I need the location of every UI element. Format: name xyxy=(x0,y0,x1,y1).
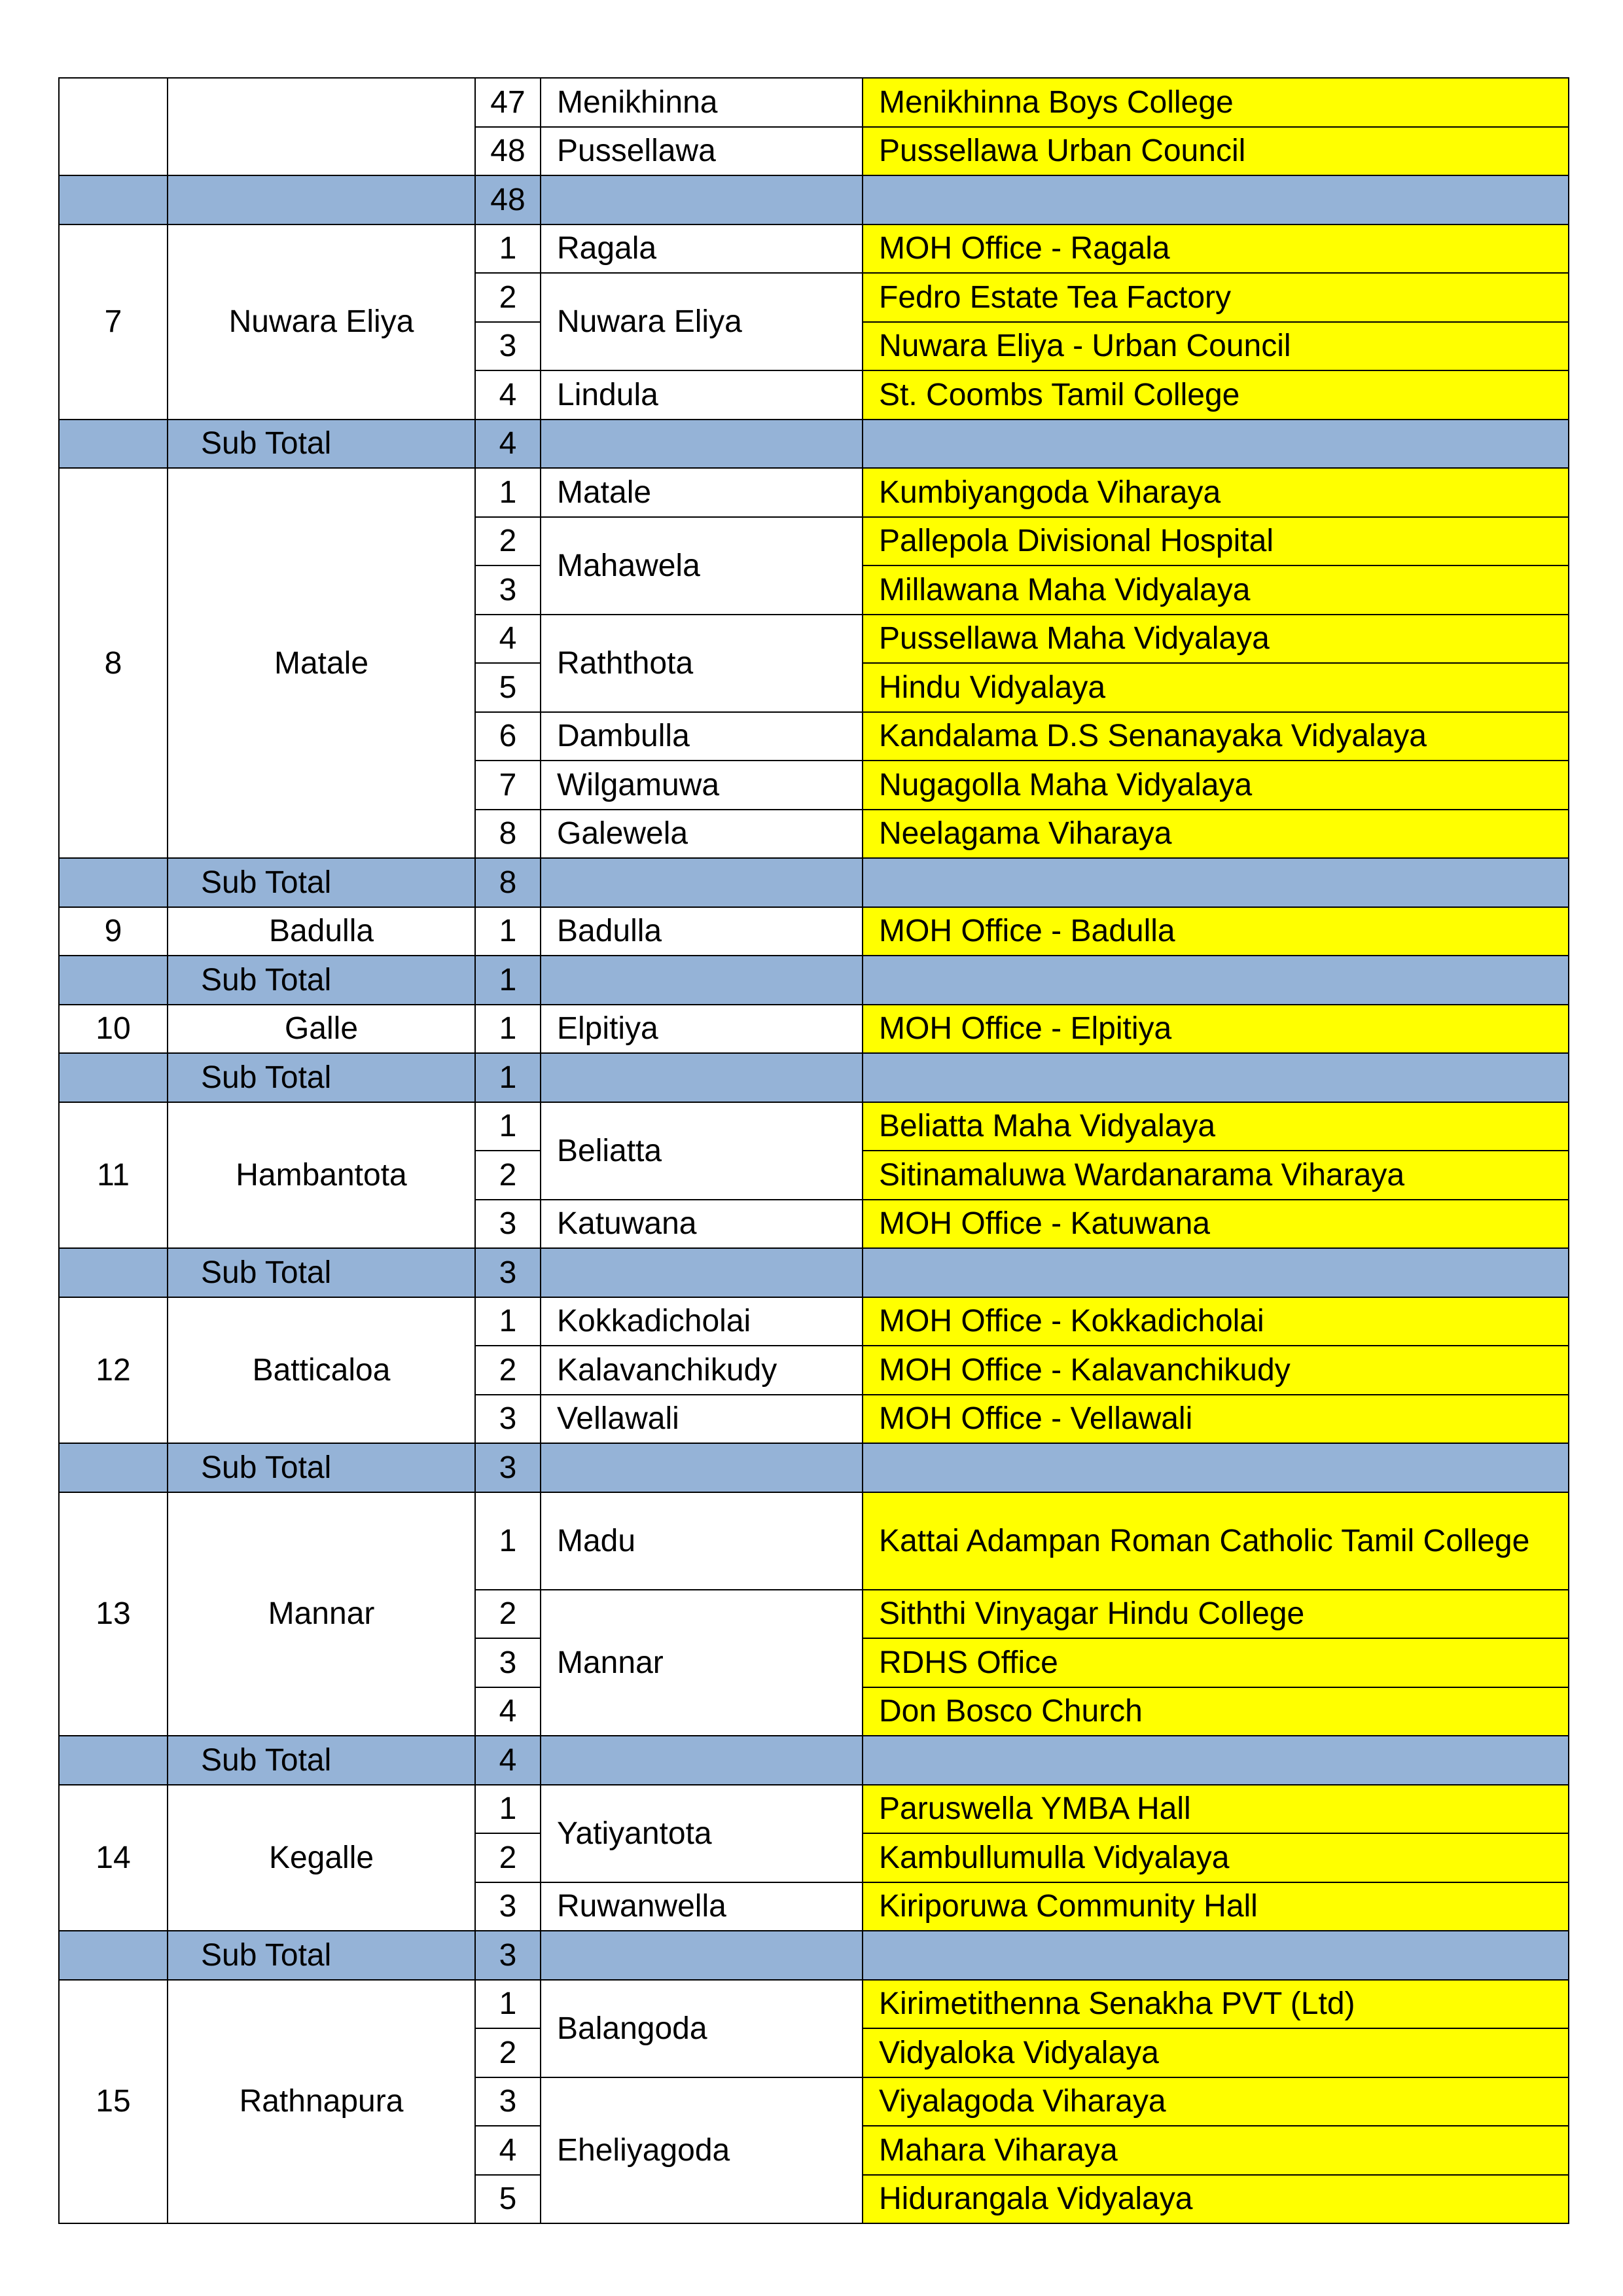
table-row xyxy=(59,78,1569,127)
centre-site-cell: Fedro Estate Tea Factory xyxy=(863,273,1569,322)
subtotal-row xyxy=(59,1736,1569,1785)
centre-site-cell: Paruswella YMBA Hall xyxy=(863,1785,1569,1834)
table-row xyxy=(59,224,1569,274)
moh-area-cell: Raththota xyxy=(541,615,863,712)
moh-area-cell: Yatiyantota xyxy=(541,1785,863,1882)
moh-area-cell: Nuwara Eliya xyxy=(541,273,863,370)
centre-site-cell: Pallepola Divisional Hospital xyxy=(863,517,1569,566)
district-name-cell: Mannar xyxy=(168,1492,475,1736)
centre-number-cell: 1 xyxy=(475,1980,541,2029)
subtotal-value: 4 xyxy=(475,1736,541,1785)
centre-number-cell: 3 xyxy=(475,565,541,615)
moh-area-cell: Kalavanchikudy xyxy=(541,1346,863,1395)
centre-number-cell: 3 xyxy=(475,1200,541,1249)
centre-number-cell: 1 xyxy=(475,1102,541,1151)
centre-number-cell: 3 xyxy=(475,1882,541,1931)
moh-area-cell: Beliatta xyxy=(541,1102,863,1200)
district-number-cell: 8 xyxy=(59,468,168,858)
centre-site-cell: Mahara Viharaya xyxy=(863,2126,1569,2175)
subtotal-value: 1 xyxy=(475,956,541,1005)
centre-number-cell: 2 xyxy=(475,273,541,322)
centre-site-cell: Kattai Adampan Roman Catholic Tamil College xyxy=(863,1492,1569,1590)
subtotal-label: Sub Total xyxy=(168,956,475,1005)
subtotal-label: Sub Total xyxy=(168,1443,475,1492)
centre-number-cell: 2 xyxy=(475,1833,541,1882)
centre-number-cell: 4 xyxy=(475,2126,541,2175)
district-name-cell: Badulla xyxy=(168,907,475,956)
centre-site-cell: Kirimetithenna Senakha PVT (Ltd) xyxy=(863,1980,1569,2029)
subtotal-label: Sub Total xyxy=(168,420,475,469)
subtotal-label: Sub Total xyxy=(168,1053,475,1102)
centre-number-cell: 47 xyxy=(475,78,541,127)
centre-site-cell: Kambullumulla Vidyalaya xyxy=(863,1833,1569,1882)
table-row xyxy=(59,1980,1569,2029)
centre-number-cell: 2 xyxy=(475,1151,541,1200)
moh-area-cell: Mannar xyxy=(541,1590,863,1736)
moh-area-cell: Wilgamuwa xyxy=(541,761,863,810)
district-name-cell: Matale xyxy=(168,468,475,858)
moh-area-cell: Mahawela xyxy=(541,517,863,615)
centre-site-cell: MOH Office - Kalavanchikudy xyxy=(863,1346,1569,1395)
subtotal-value: 3 xyxy=(475,1931,541,1980)
centre-number-cell: 1 xyxy=(475,1492,541,1590)
centre-number-cell: 1 xyxy=(475,1297,541,1346)
centre-number-cell: 1 xyxy=(475,907,541,956)
centre-number-cell: 2 xyxy=(475,517,541,566)
subtotal-row xyxy=(59,1053,1569,1102)
centre-site-cell: MOH Office - Katuwana xyxy=(863,1200,1569,1249)
moh-area-cell: Badulla xyxy=(541,907,863,956)
moh-area-cell: Galewela xyxy=(541,810,863,859)
centre-site-cell: Beliatta Maha Vidyalaya xyxy=(863,1102,1569,1151)
district-number-cell: 15 xyxy=(59,1980,168,2224)
centre-number-cell: 2 xyxy=(475,1590,541,1639)
district-number-cell: 14 xyxy=(59,1785,168,1931)
moh-area-cell: Ragala xyxy=(541,224,863,274)
moh-area-cell: Dambulla xyxy=(541,712,863,761)
district-name-cell: Nuwara Eliya xyxy=(168,224,475,420)
table-row xyxy=(59,1102,1569,1151)
subtotal-row xyxy=(59,420,1569,469)
moh-area-cell: Kokkadicholai xyxy=(541,1297,863,1346)
district-number-cell: 11 xyxy=(59,1102,168,1249)
centre-number-cell: 4 xyxy=(475,370,541,420)
centre-number-cell: 1 xyxy=(475,1785,541,1834)
centre-number-cell: 8 xyxy=(475,810,541,859)
moh-area-cell: Pussellawa xyxy=(541,127,863,176)
centre-site-cell: Don Bosco Church xyxy=(863,1687,1569,1736)
moh-area-cell: Matale xyxy=(541,468,863,517)
centre-site-cell: Siththi Vinyagar Hindu College xyxy=(863,1590,1569,1639)
centre-site-cell: Pussellawa Urban Council xyxy=(863,127,1569,176)
table-row xyxy=(59,1492,1569,1590)
subtotal-value: 3 xyxy=(475,1443,541,1492)
subtotal-value: 8 xyxy=(475,858,541,907)
centre-site-cell: Sitinamaluwa Wardanarama Viharaya xyxy=(863,1151,1569,1200)
district-name-cell: Kegalle xyxy=(168,1785,475,1931)
centre-site-cell: Vidyaloka Vidyalaya xyxy=(863,2028,1569,2077)
subtotal-row xyxy=(59,1443,1569,1492)
district-name-cell: Hambantota xyxy=(168,1102,475,1249)
centre-site-cell: Kiriporuwa Community Hall xyxy=(863,1882,1569,1931)
centre-site-cell: MOH Office - Kokkadicholai xyxy=(863,1297,1569,1346)
moh-area-cell: Lindula xyxy=(541,370,863,420)
table-row xyxy=(59,1005,1569,1054)
centre-site-cell: Pussellawa Maha Vidyalaya xyxy=(863,615,1569,664)
centre-site-cell: St. Coombs Tamil College xyxy=(863,370,1569,420)
district-number-cell: 10 xyxy=(59,1005,168,1054)
subtotal-label: Sub Total xyxy=(168,858,475,907)
moh-area-cell: Balangoda xyxy=(541,1980,863,2077)
centre-number-cell: 4 xyxy=(475,1687,541,1736)
centre-site-cell: Hindu Vidyalaya xyxy=(863,663,1569,712)
subtotal-value: 48 xyxy=(475,175,541,224)
district-name-cell: Galle xyxy=(168,1005,475,1054)
centre-number-cell: 5 xyxy=(475,663,541,712)
centre-number-cell: 2 xyxy=(475,2028,541,2077)
subtotal-value: 4 xyxy=(475,420,541,469)
moh-area-cell: Elpitiya xyxy=(541,1005,863,1054)
centre-site-cell: Nugagolla Maha Vidyalaya xyxy=(863,761,1569,810)
district-number-cell xyxy=(59,78,168,175)
centre-number-cell: 4 xyxy=(475,615,541,664)
subtotal-label: Sub Total xyxy=(168,1736,475,1785)
centre-site-cell: Viyalagoda Viharaya xyxy=(863,2077,1569,2126)
district-number-cell: 12 xyxy=(59,1297,168,1444)
district-number-cell: 13 xyxy=(59,1492,168,1736)
district-name-cell xyxy=(168,78,475,175)
centre-number-cell: 7 xyxy=(475,761,541,810)
subtotal-row xyxy=(59,858,1569,907)
centre-site-cell: Neelagama Viharaya xyxy=(863,810,1569,859)
centre-number-cell: 6 xyxy=(475,712,541,761)
moh-area-cell: Vellawali xyxy=(541,1395,863,1444)
district-number-cell: 9 xyxy=(59,907,168,956)
subtotal-row xyxy=(59,956,1569,1005)
district-number-cell: 7 xyxy=(59,224,168,420)
table-row xyxy=(59,468,1569,517)
subtotal-row xyxy=(59,175,1569,224)
moh-area-cell: Eheliyagoda xyxy=(541,2077,863,2224)
table-row xyxy=(59,907,1569,956)
subtotal-row xyxy=(59,1931,1569,1980)
centre-site-cell: Hidurangala Vidyalaya xyxy=(863,2175,1569,2224)
centre-number-cell: 48 xyxy=(475,127,541,176)
subtotal-label: Sub Total xyxy=(168,1248,475,1297)
centre-site-cell: Menikhinna Boys College xyxy=(863,78,1569,127)
table-row xyxy=(59,1785,1569,1834)
centre-number-cell: 3 xyxy=(475,2077,541,2126)
centre-site-cell: Millawana Maha Vidyalaya xyxy=(863,565,1569,615)
subtotal-row xyxy=(59,1248,1569,1297)
centre-number-cell: 1 xyxy=(475,468,541,517)
centre-number-cell: 3 xyxy=(475,1395,541,1444)
table-row xyxy=(59,1297,1569,1346)
centre-site-cell: MOH Office - Elpitiya xyxy=(863,1005,1569,1054)
centre-site-cell: RDHS Office xyxy=(863,1638,1569,1687)
subtotal-label: Sub Total xyxy=(168,1931,475,1980)
district-name-cell: Rathnapura xyxy=(168,1980,475,2224)
centre-number-cell: 2 xyxy=(475,1346,541,1395)
moh-area-cell: Katuwana xyxy=(541,1200,863,1249)
moh-area-cell: Ruwanwella xyxy=(541,1882,863,1931)
centre-site-cell: MOH Office - Ragala xyxy=(863,224,1569,274)
centre-site-cell: Kumbiyangoda Viharaya xyxy=(863,468,1569,517)
centre-number-cell: 3 xyxy=(475,1638,541,1687)
district-name-cell: Batticaloa xyxy=(168,1297,475,1444)
centre-site-cell: MOH Office - Badulla xyxy=(863,907,1569,956)
moh-area-cell: Menikhinna xyxy=(541,78,863,127)
subtotal-value: 1 xyxy=(475,1053,541,1102)
subtotal-value: 3 xyxy=(475,1248,541,1297)
vaccination-centres-table xyxy=(58,77,1569,2224)
centre-site-cell: MOH Office - Vellawali xyxy=(863,1395,1569,1444)
centre-number-cell: 3 xyxy=(475,322,541,371)
centre-site-cell: Nuwara Eliya - Urban Council xyxy=(863,322,1569,371)
centre-number-cell: 1 xyxy=(475,224,541,274)
centre-number-cell: 5 xyxy=(475,2175,541,2224)
centre-site-cell: Kandalama D.S Senanayaka Vidyalaya xyxy=(863,712,1569,761)
centre-number-cell: 1 xyxy=(475,1005,541,1054)
moh-area-cell: Madu xyxy=(541,1492,863,1590)
